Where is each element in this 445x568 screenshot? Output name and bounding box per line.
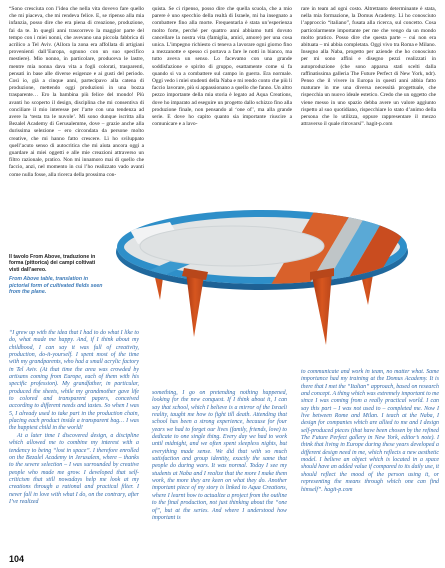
table-leg-back-left [150,255,166,300]
english-column-1 [9,330,139,556]
english-paragraph: to communicate and work in team, no matter what. Same importance had my training at the Domus Academy. It is there that I met the “Italian” approach, based on research and concept. A thing which was extremely important to me since I was coming from a really practical world. I can say this part – I was not used to – completed me. Now I live between Rome and Milan. I teach at the Naba, I design for companies which are allied to me and I design self-produced pieces (that have been chosen by the refined The Future Perfect gallery in New York, editor’s note). I think that living in Europe during these years developed a different design need in me, which reflects a new aesthetic model. I believe an object which is located in a space should have an added value if compared to its daily use, it should reflect the mood of the person using it, or representing the means through which one can find himself”. hagit-p.com [301,369,439,493]
photo-caption [9,254,103,295]
english-paragraph: “I grew up with the idea that I had to do what I like to do, what made me happy. And, if I think about my childhood, I can say it was full of creativity, production, do-it-yourself. I spent most of the time with my grandparents, who had a small acrylic factory in Tel Aviv. (At that time the area was crowded by artisans coming from Europe, each of them with his specific profession). My grandfather, in particular, produced the sheets, while my grandmother gave life to colored and transparent papers, conceived according to different needs and tastes. So when I was 5, I already used to take part in the production chain, placing each product inside a transparent bag… I was the happiest child in the world! [9,330,139,432]
italian-column-1 [9,6,144,242]
english-column-3 [301,369,439,556]
table-top [117,210,407,284]
table-rim [116,214,408,290]
english-paragraph: something, I go on pretending nothing happened, looking for the new conquest. If I think about it, I can say that school, which I believe is a mirror of the Israeli reality, taught me how to fight till death. Attending that school has been a strong experience, because for four years we had to forget our lives (family, friends, love) to dedicate to one single thing. Every day we had to work until midnight, and we often spent sleepless nights, but everything made sense. We did that with so much satisfaction and group identity, exactly the same that people do during wars. It was normal. Today I see my students at Naba and I realize that the more I make them work, the more they are keen on what they do. Another important piece of my story is linked to Aqua Creations, where I learnt how to actualize a project from the outline to the final production, not just thinking about the “one of”, but at the series. And where I understood how important is [152,390,287,521]
table-leg-front-left [186,272,204,337]
english-paragraph: At a later time I discovered design, a discipline which allowed me to combine my interest with a tendency to being “lost in space”. I therefore enrolled on the Bezalel Academy in Jerusalem, where – thanks to the severe selection – I was surrounded by creative people who made me grow. I developed that self-criticism that still nowadays help me look at my creations through a rational and practical filter. I never fall in love with what I do, on the contrary, after I’ve realized [9,432,139,505]
caption-english: From Above table, translation in pictorial form of cultivated fields seen from the plane. [9,276,103,296]
italian-column-3 [301,6,436,156]
italian-paragraph: rare in team ad ogni costo. Altrettanto determinante è stata, nella mia formazione, la Domus Academy. Lì ho conosciuto l’approccio “italiano”, fusata alla ricerca, sul concetto. Cosa particolarmente importante per me che vengo da un mondo molto pratico. Posso dire che questa parte – cui non era abituata – mi abbia completata. Oggi vivo tra Roma e Milano. Insegno alla Naba, progetto per aziende che ho conosciuto per mi sono affini e disegno pezzi realizzati in autoproduzione (che sono apparsa stati scelti dalla raffinatissima galleria The Future Perfect di New York, ndr). Penso che il vivere in Europa in questi anni abbia fatto maturare in me una diversa necessità progettuale, che rispecchia un nuovo ideale estetico. Credo che un oggetto che viene messo in uno spazio debba avere un valore aggiunto rispetto al suo quotidiano, rispecchiare lo stato d’animo della persona che lo utilizza, oppure rappresentare il mezzo attraverso il quale ritrovarsi”. hagit-p.com [301,6,436,128]
english-column-2 [152,390,287,556]
page-number: 104 [9,554,25,564]
table-leg-front-right [312,272,332,345]
italian-paragraph: “Sono cresciuta con l’idea che nella vita dovevo fare quello che mi piaceva, che mi rendeva felice. E, se ripenso alla mia infanzia, posso dire che era piena di creazione, produzione, fai da te. In quegli anni trascorrevo la maggior parte del tempo con i miei nonni, che avevano una piccola fabbrica di acrilico a Tel Aviv. (Allora la zona era affollata di artigiani provenienti dall’Europa, ognuno con un suo specifico mestiere). Mio nonno, in particolare, produceva le lastre, mentre mia nonna dava vita a fogli colorati, trasparenti, pensati in base alle diverse esigenze e ai gusti del periodo. Così io, già a cinque anni, partecipavo alla catena di produzione, mettendo oggi produzioni in una bozza trasparente… Ero la bambina più felice del mondo! Più avanti ho scoperto il design, disciplina che mi consentiva di conciliare il mio interesse per l’arte con una tendenza ad avere la ‘testa tra le nuvole’. Mi sono dunque iscritta alla Bezalel Academy di Gerusalemme, dove – grazie anche alla durissima selezione – ero circondata da persone molto creative, che mi hanno fatto crescere. Lì ho sviluppato quell’acuto senso di autocritica che mi aiuta ancora oggi a guardare ai miei oggetti e alle mie creazioni attraverso un filtro razionale, pratico. Non mi innamoro mai di quello che faccio, anzi, nel momento in cui l’ho realizzato vado avanti come nulla fosse, alla ricerca della prossima con- [9,6,144,178]
table-top-pattern [117,205,420,300]
italian-paragraph: quista. Se ci ripenso, posso dire che quella scuola, che a mio parere è uno specchio della realtà di Israele, mi ha insegnato a combattere fino alla morte. Frequentarla è stata un’esperienza molto forte, perché per quattro anni abbiamo tutti dovuto cancellare la nostra vita (famiglia, amici, amore) per una cosa unica. L’impegno richiesto ci teneva a lavorare ogni giorno fino a mezzanotte e spesso ci portava a fare le notti in bianco, ma tutto aveva un senso. Lo facevamo con una grande soddisfazione e spirito di gruppo, esattamente come si fa quando si va a combattere sul campo in guerra. Era normale. Oggi vedo i miei studenti della Naba e mi rendo conto che più li faccio lavorare, più si appassionano a quello che fanno. Un altro pezzo importante della mia storia è legato ad Aqua Creations, dove ho imparato ad eseguire un progetto dallo schizzo fino alla produzione finale, non pensando al ‘one of’, ma alla grande serie. E dove ho capito quanto sia importante riuscire a comunicare e a lavo- [152,6,292,128]
table-leg-back-right [358,262,375,305]
caption-italian: Il tavolo From Above, traduzione in forma (pittorica) dei campi coltivati visti dall’aereo. [9,254,96,273]
italian-column-2 [152,6,292,128]
